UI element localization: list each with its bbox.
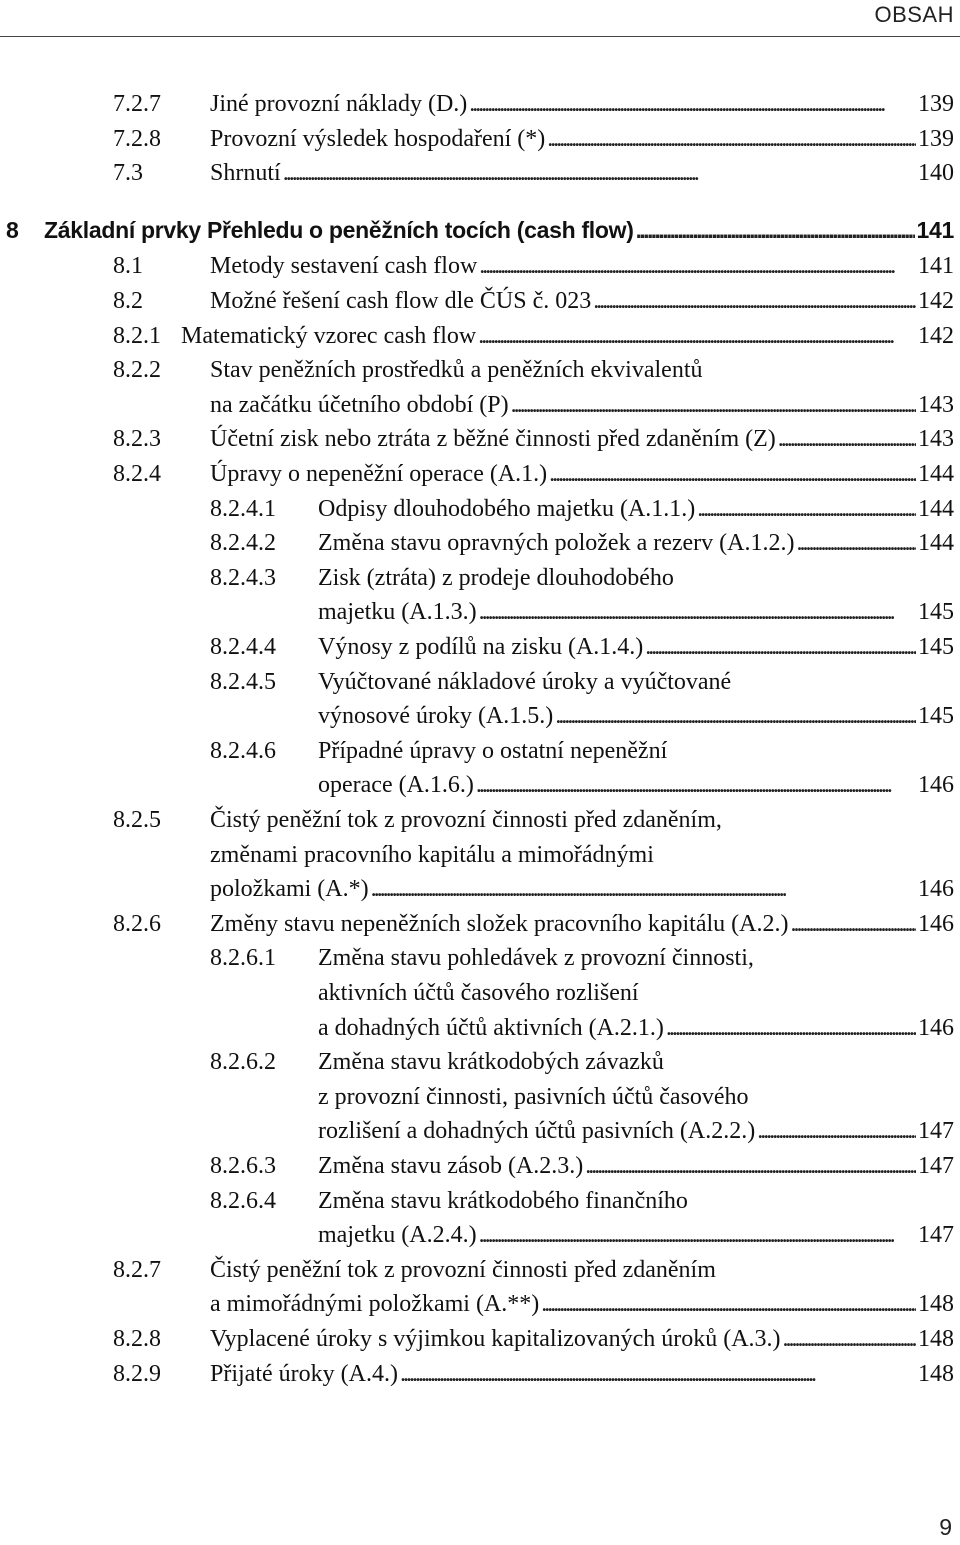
dot-leader xyxy=(479,595,916,629)
toc-entry-title-line: Čistý peněžní tok z provozní činnosti před zdaněním, xyxy=(210,807,722,833)
dot-leader xyxy=(371,872,916,906)
toc-page-number: 142 xyxy=(918,288,954,314)
toc-page-number: 139 xyxy=(918,91,954,117)
toc-entry-last-line xyxy=(44,213,954,247)
toc-entry-title-line: na začátku účetního období (P) xyxy=(210,391,509,418)
toc-entry-title-line: Základní prvky Přehledu o peněžních tocích (cash flow) xyxy=(44,216,634,243)
toc-page-number: 147 xyxy=(918,1222,954,1249)
toc-page-number: 143 xyxy=(918,426,954,453)
toc-entry-title-line: Změna stavu zásob (A.2.3.) xyxy=(318,1153,584,1179)
toc-entry-title-line: změnami pracovního kapitálu a mimořádnými xyxy=(210,841,654,868)
toc-entry-title-line: majetku (A.1.3.) xyxy=(318,599,477,626)
toc-entry-number: 8.2.6.2 xyxy=(210,1049,276,1076)
dot-leader xyxy=(469,87,916,121)
toc-entry-title-line: Zisk (ztráta) z prodeje dlouhodobého xyxy=(318,564,674,591)
toc-entry-last-line xyxy=(318,595,954,629)
toc-page-number: 146 xyxy=(918,876,954,903)
dot-leader xyxy=(783,1322,916,1356)
toc-entry-number: 8.2.6.3 xyxy=(210,1153,276,1179)
toc-entry-number: 8.2.4.5 xyxy=(210,668,276,695)
toc-page-number: 148 xyxy=(918,1326,954,1352)
toc-entry-title-line: Změna stavu krátkodobých závazků xyxy=(318,1049,664,1076)
toc-entry-title-line: Účetní zisk nebo ztráta z běžné činnosti před zdaněním (Z) xyxy=(210,426,776,453)
toc-entry-last-line xyxy=(318,1114,954,1148)
toc-entry-title-line: Změna stavu pohledávek z provozní činnosti, xyxy=(318,945,754,972)
toc-entry-last-line xyxy=(210,249,954,283)
toc-entry-number: 7.2.7 xyxy=(113,91,161,117)
toc-entry-last-line xyxy=(318,492,954,526)
toc-entry-title-line: Vyplacené úroky s výjimkou kapitalizovaných úroků (A.3.) xyxy=(210,1326,781,1352)
toc-page-number: 147 xyxy=(918,1118,954,1145)
toc-entry-title-line: Matematický vzorec cash flow xyxy=(181,322,477,349)
toc-entry-title-line: Úpravy o nepeněžní operace (A.1.) xyxy=(210,461,548,487)
dot-leader xyxy=(541,1287,916,1321)
toc-entry-last-line xyxy=(318,526,954,560)
dot-leader xyxy=(549,457,916,491)
toc-entry-last-line xyxy=(318,630,954,664)
toc-entry-title-line: Změna stavu opravných položek a rezerv (A.1.2.) xyxy=(318,530,795,557)
toc-entry-number: 8.2.4 xyxy=(113,461,161,487)
toc-entry-title-line: položkami (A.*) xyxy=(210,876,369,903)
dot-leader xyxy=(778,422,916,456)
toc-entry-title-line: Stav peněžních prostředků a peněžních ekvivalentů xyxy=(210,357,703,384)
dot-leader xyxy=(547,122,916,156)
toc-page-number: 139 xyxy=(918,125,954,152)
toc-page-number: 145 xyxy=(918,703,954,730)
toc-entry-title-line: Čistý peněžní tok z provozní činnosti před zdaněním xyxy=(210,1256,716,1283)
dot-leader xyxy=(555,699,916,733)
dot-leader xyxy=(697,492,916,526)
dot-leader xyxy=(283,156,916,190)
dot-leader xyxy=(511,388,916,422)
toc-entry-number: 8.2.4.2 xyxy=(210,530,276,557)
dot-leader xyxy=(593,284,916,318)
toc-entry-last-line xyxy=(210,872,954,906)
toc-entry-title-line: Případné úpravy o ostatní nepeněžní xyxy=(318,737,668,764)
toc-entry-last-line xyxy=(210,457,954,491)
dot-leader xyxy=(479,249,916,283)
toc-entry-number: 8.2.6 xyxy=(113,910,161,937)
toc-page-number: 146 xyxy=(918,1014,954,1041)
toc-page-number: 142 xyxy=(918,322,954,349)
page-number: 9 xyxy=(939,1514,952,1540)
toc-page-number: 146 xyxy=(918,772,954,799)
toc-entry-title-line: operace (A.1.6.) xyxy=(318,772,474,799)
dot-leader xyxy=(478,319,916,353)
toc-entry-number: 8.2.8 xyxy=(113,1326,161,1352)
toc-page-number: 148 xyxy=(918,1291,954,1318)
toc-entry-last-line xyxy=(210,156,954,190)
toc-entry-last-line xyxy=(210,122,954,156)
toc-entry-last-line xyxy=(210,1322,954,1356)
dot-leader xyxy=(790,907,916,941)
toc-entry-number: 8.2.4.6 xyxy=(210,737,276,764)
toc-entry-last-line xyxy=(210,422,954,456)
toc-entry-number: 8.2.4.4 xyxy=(210,634,276,660)
toc-entry-last-line xyxy=(210,1357,954,1391)
toc-entry-number: 8.2 xyxy=(113,288,143,314)
toc-page-number: 140 xyxy=(918,160,954,187)
toc-entry-number: 8.2.3 xyxy=(113,426,161,453)
toc-entry-title-line: majetku (A.2.4.) xyxy=(318,1222,477,1249)
toc-entry-number: 8.1 xyxy=(113,253,143,280)
toc-entry-title-line: Provozní výsledek hospodaření (*) xyxy=(210,125,546,152)
toc-entry-number: 8.2.2 xyxy=(113,357,161,384)
toc-entry-number: 8 xyxy=(6,216,19,243)
toc-entry-number: 7.3 xyxy=(113,160,143,187)
toc-entry-last-line xyxy=(210,87,954,121)
toc-entry-title-line: a mimořádnými položkami (A.**) xyxy=(210,1291,540,1318)
toc-entry-number: 8.2.6.1 xyxy=(210,945,276,972)
toc-entry-title-line: aktivních účtů časového rozlišení xyxy=(318,979,639,1006)
toc-page-number: 145 xyxy=(918,634,954,660)
toc-entry-title-line: rozlišení a dohadných účtů pasivních (A.2.2.) xyxy=(318,1118,756,1145)
toc-entry-title-line: výnosové úroky (A.1.5.) xyxy=(318,703,554,730)
toc-page-number: 143 xyxy=(918,391,954,418)
toc-entry-number: 8.2.4.1 xyxy=(210,495,276,522)
toc-entry-title-line: Výnosy z podílů na zisku (A.1.4.) xyxy=(318,634,644,660)
toc-page-number: 141 xyxy=(916,216,954,243)
toc-entry-title-line: Vyúčtované nákladové úroky a vyúčtované xyxy=(318,668,732,695)
toc-entry-number: 7.2.8 xyxy=(113,125,161,152)
toc-page-number: 148 xyxy=(918,1360,954,1387)
toc-entry-number: 8.2.9 xyxy=(113,1360,161,1387)
toc-entry-number: 8.2.7 xyxy=(113,1256,161,1283)
dot-leader xyxy=(796,526,916,560)
toc-page-number: 145 xyxy=(918,599,954,626)
toc-entry-last-line xyxy=(181,319,954,353)
toc-page-number: 146 xyxy=(918,910,954,937)
toc-entry-last-line xyxy=(210,284,954,318)
dot-leader xyxy=(476,768,916,802)
toc-entry-title-line: Jiné provozní náklady (D.) xyxy=(210,91,468,117)
toc-page-number: 141 xyxy=(918,253,954,280)
toc-entry-title-line: Přijaté úroky (A.4.) xyxy=(210,1360,398,1387)
toc-entry-last-line xyxy=(318,1011,954,1045)
toc-page-number: 144 xyxy=(918,530,954,557)
toc-page-number: 144 xyxy=(918,495,954,522)
toc-entry-title-line: Změna stavu krátkodobého finančního xyxy=(318,1187,688,1214)
toc-entry-title-line: Metody sestavení cash flow xyxy=(210,253,478,280)
toc-entry-last-line xyxy=(318,768,954,802)
toc-entry-last-line xyxy=(318,1149,954,1183)
toc-page-number: 144 xyxy=(918,461,954,487)
toc-entry-last-line xyxy=(210,907,954,941)
dot-leader xyxy=(585,1149,916,1183)
dot-leader xyxy=(479,1218,916,1252)
dot-leader xyxy=(636,213,915,247)
toc-entry-title-line: Shrnutí xyxy=(210,160,281,187)
toc-entry-title-line: Odpisy dlouhodobého majetku (A.1.1.) xyxy=(318,495,696,522)
toc-page-number: 147 xyxy=(918,1153,954,1179)
toc-entry-number: 8.2.5 xyxy=(113,807,161,833)
toc-entry-number: 8.2.1 xyxy=(113,322,161,349)
toc-entry-last-line xyxy=(318,699,954,733)
running-header: OBSAH xyxy=(874,2,954,27)
dot-leader xyxy=(645,630,916,664)
toc-entry-last-line xyxy=(318,1218,954,1252)
dot-leader xyxy=(400,1357,916,1391)
toc-entry-title-line: Možné řešení cash flow dle ČÚS č. 023 xyxy=(210,288,592,314)
toc-entry-number: 8.2.6.4 xyxy=(210,1187,276,1214)
toc-entry-number: 8.2.4.3 xyxy=(210,564,276,591)
toc-entry-last-line xyxy=(210,1287,954,1321)
dot-leader xyxy=(666,1011,916,1045)
toc-entry-title-line: z provozní činnosti, pasivních účtů časového xyxy=(318,1083,749,1110)
dot-leader xyxy=(757,1114,916,1148)
toc-entry-last-line xyxy=(210,388,954,422)
toc-entry-title-line: a dohadných účtů aktivních (A.2.1.) xyxy=(318,1014,664,1041)
toc-entry-title-line: Změny stavu nepeněžních složek pracovního kapitálu (A.2.) xyxy=(210,910,789,937)
